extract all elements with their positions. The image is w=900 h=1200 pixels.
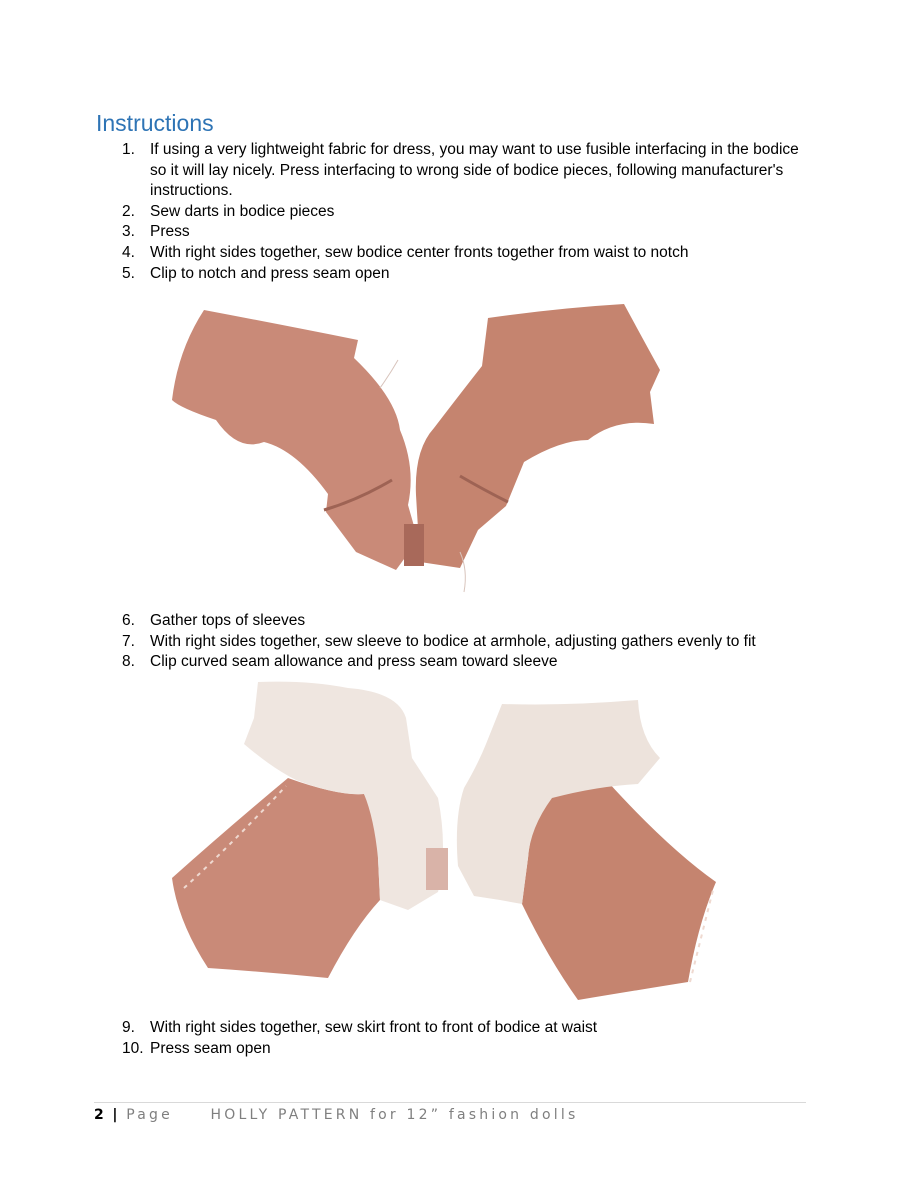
step-number: 2.: [122, 202, 135, 220]
steps-list-2: [0, 611, 900, 673]
page-heading: Instructions: [96, 110, 214, 136]
step-text: If using a very lightweight fabric for dress, you may want to use fusible interfacing in the bodice so it will lay nicely. Press interfacing to wrong side of bodice pieces, following manufacturer's instructions.: [150, 141, 799, 200]
list-item: [0, 611, 900, 632]
step-text: Clip to notch and press seam open: [150, 264, 390, 282]
step-number: 8.: [122, 653, 135, 671]
list-item: [0, 652, 900, 673]
list-item: [0, 264, 900, 285]
steps-list-3: [0, 1018, 900, 1059]
step-number: 9.: [122, 1019, 135, 1036]
list-item: [0, 243, 900, 264]
step-text: Sew darts in bodice pieces: [150, 202, 335, 220]
bodice-pieces-photo: [168, 300, 688, 610]
footer-separator: |: [112, 1107, 119, 1123]
list-item: [0, 202, 900, 223]
step-number: 1.: [122, 141, 135, 158]
step-number: 7.: [122, 632, 135, 650]
step-text: Press seam open: [150, 1039, 271, 1057]
step-number: 10.: [122, 1039, 144, 1057]
step-number: 3.: [122, 223, 135, 241]
page-label: Page: [126, 1107, 173, 1123]
list-item: [0, 632, 900, 653]
step-text: With right sides together, sew sleeve to bodice at armhole, adjusting gathers evenly to fit: [150, 632, 756, 650]
footer-title-bold: HOLLY: [210, 1107, 271, 1123]
steps-list-1: [0, 140, 900, 284]
page-footer: [94, 1102, 806, 1123]
step-text: Gather tops of sleeves: [150, 612, 306, 629]
page-number: 2: [94, 1107, 105, 1123]
step-number: 4.: [122, 243, 135, 261]
footer-title-rest: PATTERN for 12” fashion dolls: [278, 1107, 579, 1123]
step-number: 6.: [122, 612, 135, 629]
center-seam: [404, 524, 424, 566]
list-item: [0, 1018, 900, 1039]
step-text: With right sides together, sew bodice center fronts together from waist to notch: [150, 243, 689, 261]
step-text: With right sides together, sew skirt front to front of bodice at waist: [150, 1019, 598, 1036]
list-item: [0, 222, 900, 243]
step-text: Clip curved seam allowance and press seam toward sleeve: [150, 653, 558, 671]
lace-detail: [426, 848, 448, 890]
list-item: [0, 1039, 900, 1060]
step-text: Press: [150, 223, 190, 241]
list-item: [0, 140, 900, 202]
sleeves-attached-photo: [168, 678, 733, 1018]
step-number: 5.: [122, 264, 135, 282]
